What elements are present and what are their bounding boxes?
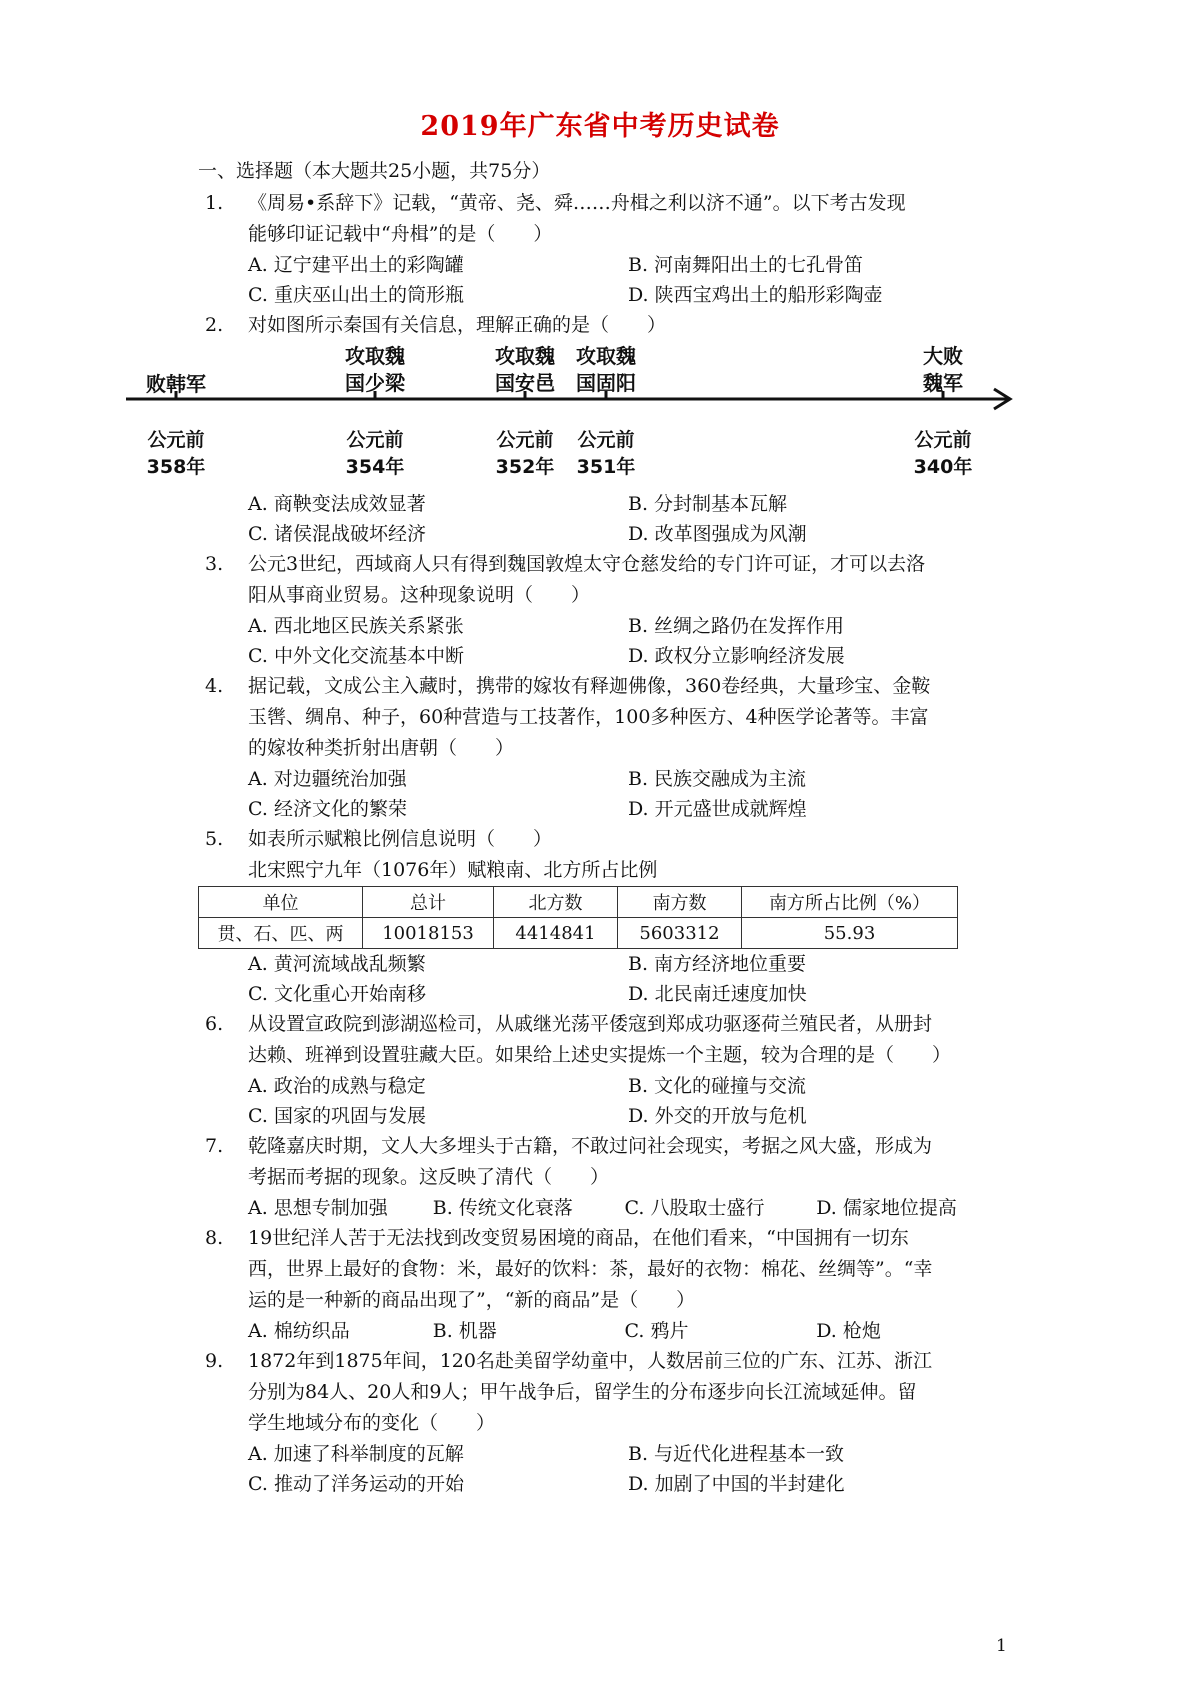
section-heading: 一、选择题（本大题共25小题，共75分） xyxy=(198,160,551,182)
question-stem-line: 能够印证记载中“舟楫”的是（ ） xyxy=(248,223,553,245)
question-8 xyxy=(198,1223,1008,1346)
option-c[interactable]: C. 经济文化的繁荣 xyxy=(248,798,407,820)
table-cell: 4414841 xyxy=(494,918,618,949)
question-number: 4. xyxy=(205,675,224,697)
question-stem-line: 《周易•系辞下》记载，“黄帝、尧、舜……舟楫之利以济不通”。以下考古发现 xyxy=(248,192,906,214)
question-9 xyxy=(198,1346,1008,1499)
option-b[interactable]: B. 河南舞阳出土的七孔骨笛 xyxy=(628,254,864,276)
question-5 xyxy=(198,824,1008,1009)
question-stem-line: 玉辔、绸帛、种子，60种营造与工技著作，100多种医方、4种医学论著等。丰富 xyxy=(248,706,929,728)
question-number: 3. xyxy=(205,553,224,575)
table-header-cell: 总计 xyxy=(363,887,494,918)
exam-title: 2019年广东省中考历史试卷 xyxy=(420,111,780,142)
table-cell: 5603312 xyxy=(618,918,742,949)
question-stem-line: 的嫁妆种类折射出唐朝（ ） xyxy=(248,737,515,759)
question-7 xyxy=(198,1131,1008,1223)
question-stem-line: 西，世界上最好的食物：米，最好的饮料：茶，最好的衣物：棉花、丝绸等”。“幸 xyxy=(248,1258,933,1280)
table-header-cell: 南方所占比例（%） xyxy=(742,887,958,918)
timeline-event-label: 攻取魏 国安邑 xyxy=(495,344,555,395)
timeline-date-label: 公元前 354年 xyxy=(345,429,405,478)
timeline-event-label: 攻取魏 国少梁 xyxy=(345,344,405,395)
option-d[interactable]: D. 北民南迁速度加快 xyxy=(628,983,807,1005)
option-c[interactable]: C. 八股取士盛行 xyxy=(624,1197,765,1219)
question-3 xyxy=(198,549,1008,671)
table-header-cell: 北方数 xyxy=(494,887,618,918)
timeline-date-label: 公元前 340年 xyxy=(913,429,973,478)
option-d[interactable]: D. 儒家地位提高 xyxy=(816,1197,957,1219)
option-a[interactable]: A. 西北地区民族关系紧张 xyxy=(248,615,464,637)
option-a[interactable]: A. 辽宁建平出土的彩陶罐 xyxy=(248,254,464,276)
question-number: 5. xyxy=(205,828,224,850)
option-d[interactable]: D. 枪炮 xyxy=(816,1320,881,1342)
question-number: 8. xyxy=(205,1227,224,1249)
question-stem-line: 如表所示赋粮比例信息说明（ ） xyxy=(248,828,553,850)
option-a[interactable]: A. 黄河流域战乱频繁 xyxy=(248,953,426,975)
table-cell: 10018153 xyxy=(363,918,494,949)
timeline-event-label: 攻取魏 国固阳 xyxy=(576,344,636,395)
table-header-cell: 单位 xyxy=(199,887,363,918)
option-b[interactable]: B. 机器 xyxy=(432,1320,497,1342)
table-header-row xyxy=(199,887,958,918)
question-number: 9. xyxy=(205,1350,224,1372)
option-a[interactable]: A. 棉纺织品 xyxy=(248,1320,350,1342)
option-a[interactable]: A. 政治的成熟与稳定 xyxy=(248,1075,426,1097)
question-4 xyxy=(198,671,1008,824)
option-a[interactable]: A. 对边疆统治加强 xyxy=(248,768,407,790)
question-stem-line: 据记载，文成公主入藏时，携带的嫁妆有释迦佛像，360卷经典，大量珍宝、金鞍 xyxy=(248,675,931,697)
option-d[interactable]: D. 改革图强成为风潮 xyxy=(628,523,807,545)
question-stem-line: 运的是一种新的商品出现了”，“新的商品”是（ ） xyxy=(248,1289,696,1311)
option-b[interactable]: B. 传统文化衰落 xyxy=(432,1197,573,1219)
question-stem-line: 对如图所示秦国有关信息，理解正确的是（ ） xyxy=(248,314,667,336)
tax-grain-table xyxy=(198,886,958,949)
option-b[interactable]: B. 文化的碰撞与交流 xyxy=(628,1075,807,1097)
table-caption: 北宋熙宁九年（1076年）赋粮南、北方所占比例 xyxy=(248,859,658,881)
timeline-event-label: 败韩军 xyxy=(146,372,206,396)
option-b[interactable]: B. 南方经济地位重要 xyxy=(628,953,807,975)
option-d[interactable]: D. 外交的开放与危机 xyxy=(628,1105,807,1127)
table-header-cell: 南方数 xyxy=(618,887,742,918)
timeline-event-label: 大败 魏军 xyxy=(923,344,963,395)
option-d[interactable]: D. 加剧了中国的半封建化 xyxy=(628,1473,845,1495)
table-row xyxy=(199,918,958,949)
option-c[interactable]: C. 鸦片 xyxy=(624,1320,689,1342)
option-a[interactable]: A. 商鞅变法成效显著 xyxy=(248,493,426,515)
question-stem-line: 乾隆嘉庆时期，文人大多埋头于古籍，不敢过问社会现实，考据之风大盛，形成为 xyxy=(248,1135,933,1157)
page-number: 1 xyxy=(996,1636,1007,1656)
option-c[interactable]: C. 国家的巩固与发展 xyxy=(248,1105,426,1127)
option-a[interactable]: A. 加速了科举制度的瓦解 xyxy=(248,1443,464,1465)
option-a[interactable]: A. 思想专制加强 xyxy=(248,1197,388,1219)
question-stem-line: 学生地域分布的变化（ ） xyxy=(248,1412,496,1434)
option-c[interactable]: C. 诸侯混战破坏经济 xyxy=(248,523,426,545)
option-c[interactable]: C. 推动了洋务运动的开始 xyxy=(248,1473,464,1495)
question-number: 1. xyxy=(205,192,224,214)
option-d[interactable]: D. 政权分立影响经济发展 xyxy=(628,645,845,667)
option-d[interactable]: D. 开元盛世成就辉煌 xyxy=(628,798,807,820)
option-b[interactable]: B. 丝绸之路仍在发挥作用 xyxy=(628,615,845,637)
question-stem-line: 考据而考据的现象。这反映了清代（ ） xyxy=(248,1166,610,1188)
question-number: 6. xyxy=(205,1013,224,1035)
option-c[interactable]: C. 重庆巫山出土的筒形瓶 xyxy=(248,284,464,306)
option-b[interactable]: B. 民族交融成为主流 xyxy=(628,768,807,790)
question-stem-line: 1872年到1875年间，120名赴美留学幼童中，人数居前三位的广东、江苏、浙江 xyxy=(248,1350,932,1372)
option-b[interactable]: B. 分封制基本瓦解 xyxy=(628,493,788,515)
question-stem-line: 分别为84人、20人和9人；甲午战争后，留学生的分布逐步向长江流域延伸。留 xyxy=(248,1381,917,1403)
question-stem-line: 达赖、班禅到设置驻藏大臣。如果给上述史实提炼一个主题，较为合理的是（ ） xyxy=(248,1044,952,1066)
table-cell: 55.93 xyxy=(742,918,958,949)
question-stem-line: 19世纪洋人苦于无法找到改变贸易困境的商品，在他们看来，“中国拥有一切东 xyxy=(248,1227,909,1249)
timeline-date-label: 公元前 351年 xyxy=(576,429,636,478)
table-cell: 贯、石、匹、两 xyxy=(199,918,363,949)
option-c[interactable]: C. 中外文化交流基本中断 xyxy=(248,645,464,667)
option-c[interactable]: C. 文化重心开始南移 xyxy=(248,983,426,1005)
question-number: 7. xyxy=(205,1135,224,1157)
timeline-date-label: 公元前 352年 xyxy=(495,429,555,478)
question-number: 2. xyxy=(205,314,224,336)
question-stem-line: 阳从事商业贸易。这种现象说明（ ） xyxy=(248,584,591,606)
question-stem-line: 公元3世纪，西域商人只有得到魏国敦煌太守仓慈发给的专门许可证，才可以去洛 xyxy=(248,553,926,575)
option-b[interactable]: B. 与近代化进程基本一致 xyxy=(628,1443,845,1465)
question-1 xyxy=(198,188,1008,310)
qin-timeline xyxy=(118,341,1018,489)
option-d[interactable]: D. 陕西宝鸡出土的船形彩陶壶 xyxy=(628,284,883,306)
question-6 xyxy=(198,1009,1008,1131)
questions-container xyxy=(146,188,1008,1499)
question-stem-line: 从设置宣政院到澎湖巡检司，从戚继光荡平倭寇到郑成功驱逐荷兰殖民者，从册封 xyxy=(248,1013,933,1035)
timeline-date-label: 公元前 358年 xyxy=(146,429,206,478)
question-2 xyxy=(146,310,1008,549)
